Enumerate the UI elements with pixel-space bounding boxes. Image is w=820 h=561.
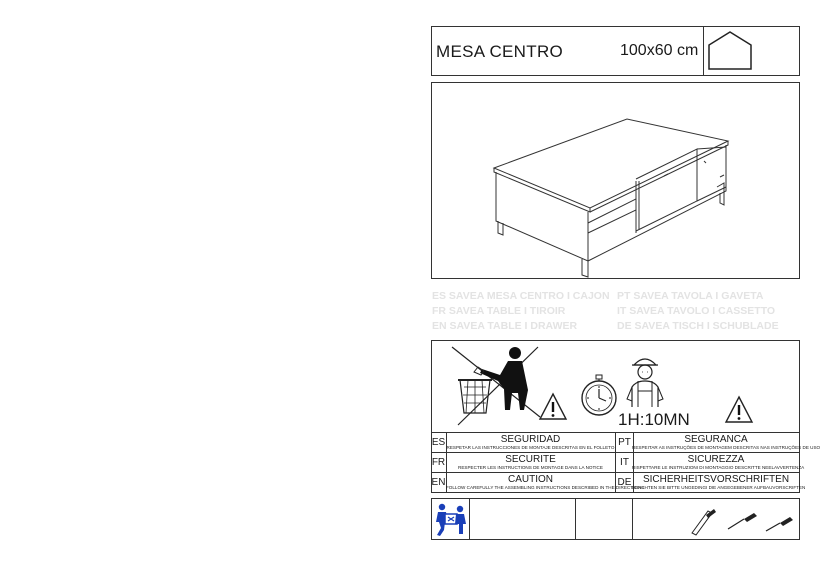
stopwatch-icon xyxy=(578,372,620,418)
faded-line-3-right: DE SAVEA TISCH I SCHUBLADE xyxy=(617,320,779,332)
faded-line-1-right: PT SAVEA TAVOLA I GAVETA xyxy=(617,290,764,302)
lang-code-de: DE xyxy=(615,473,634,492)
product-title: MESA CENTRO xyxy=(436,42,564,61)
warning-triangle-icon xyxy=(724,395,754,425)
faded-line-3-left: EN SAVEA TABLE I DRAWER xyxy=(432,320,578,332)
safety-title-it: SICUREZZA xyxy=(687,454,745,465)
faded-line-2-right: IT SAVEA TAVOLO I CASSETTO xyxy=(617,305,776,317)
safety-text-fr: RESPECTER LES INSTRUCTIONS DE MONTAGE DANS LA NOTICE xyxy=(458,465,603,470)
safety-text-it: RISPETTARE LE INSTRUZIONI DI MONTAGGIO DESCRITTE NEELAVVERTENZA xyxy=(632,465,805,470)
safety-title-fr: SECURITE xyxy=(505,454,556,465)
faded-line-1-left: ES SAVEA MESA CENTRO I CAJON xyxy=(432,290,610,302)
product-illustration xyxy=(431,82,800,279)
safety-title-en: CAUTION xyxy=(508,474,553,485)
safety-text-es: RESPETAR LAS INSTRUCCIONES DE MONTAJE DESCRITAS EN EL FOLLETO xyxy=(446,445,615,450)
lang-code-pt: PT xyxy=(615,433,634,452)
product-dimension: 100x60 cm xyxy=(620,42,699,59)
safety-row-en-de xyxy=(431,472,806,492)
lang-code-es: ES xyxy=(431,433,447,452)
faded-line-2-left: FR SAVEA TABLE I TIROIR xyxy=(432,305,566,317)
assembly-time: 1H:10MN xyxy=(618,410,690,429)
warning-triangle-icon xyxy=(538,392,568,422)
safety-row-fr-it xyxy=(431,452,805,472)
no-litter-icon xyxy=(450,345,545,430)
safety-title-pt: SEGURANCA xyxy=(684,434,748,445)
lang-code-it: IT xyxy=(615,453,634,472)
screwdriver-icon xyxy=(688,503,798,537)
house-outline-icon xyxy=(703,27,799,75)
two-people-icon xyxy=(433,500,468,539)
bottom-info-row xyxy=(431,498,800,540)
lang-code-fr: FR xyxy=(431,453,447,472)
safety-text-de: BEACHTEN SIE BITTE UNGEDINGI DIE ANGEGEBENER AUFBAUVORSCRIFTEN xyxy=(632,485,806,490)
safety-row-es-pt xyxy=(431,432,820,452)
safety-title-de: SICHERHEITSVORSCHRIFTEN xyxy=(642,474,790,485)
safety-text-en: FOLLOW CAREFULLY THE ASSEMBLING INSTRUCTIONS DESCRIBED IN THE DIRECTIONS xyxy=(446,485,645,490)
safety-title-es: SEGURIDAD xyxy=(500,434,561,445)
lang-code-en: EN xyxy=(431,473,447,492)
worker-icon xyxy=(624,353,666,409)
coffee-table-drawing xyxy=(432,83,801,280)
safety-text-pt: RESPEITAR AS INSTRUÇÕES DE MONTAGEM DESCRITAS NAS INSTRUÇÕES DE USO xyxy=(632,445,820,450)
